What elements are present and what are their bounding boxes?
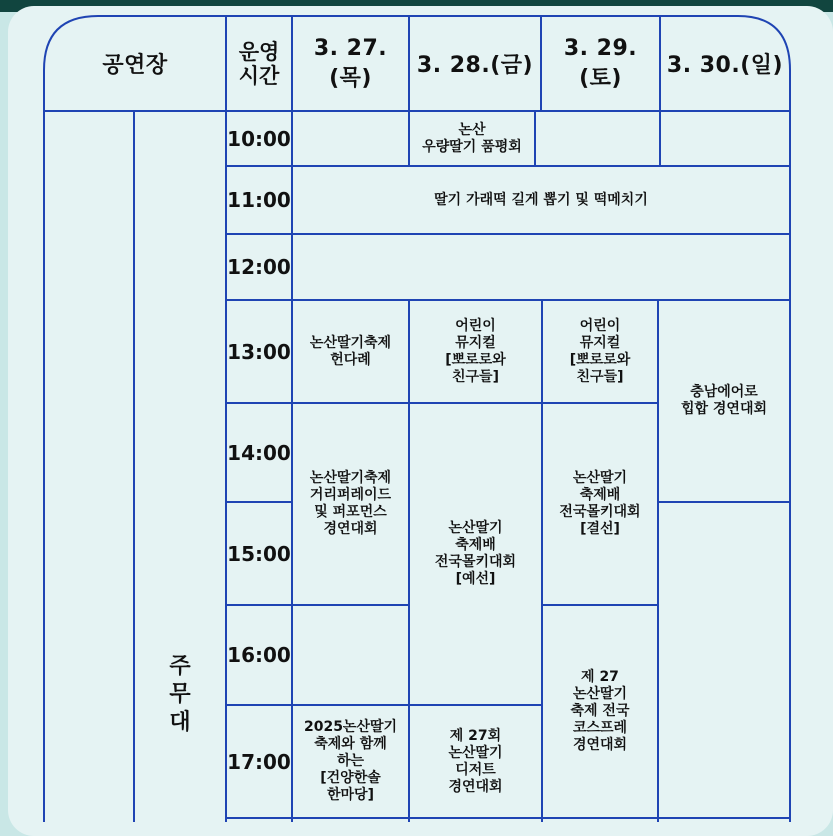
time-slot: 17:00 bbox=[227, 749, 291, 774]
time-slot: 15:00 bbox=[227, 541, 291, 566]
venue-header: 공연장 bbox=[102, 53, 168, 78]
event-kids-musical-fri: 어린이 뮤지컬 [뽀로로와 친구들] bbox=[445, 317, 506, 385]
time-header: 운영 시간 bbox=[238, 39, 280, 88]
venue-main-stage: 주 무 대 bbox=[169, 654, 191, 735]
time-slot: 12:00 bbox=[227, 255, 291, 279]
time-slot: 11:00 bbox=[227, 188, 291, 212]
event-rice-cake: 딸기 가래떡 길게 뽑기 및 떡메치기 bbox=[434, 191, 648, 208]
event-parade: 논산딸기축제 거리퍼레이드 및 퍼포먼스 경연대회 bbox=[309, 470, 392, 537]
date-header-0327: 3. 27.(목) bbox=[313, 35, 388, 91]
time-slot: 13:00 bbox=[227, 339, 291, 364]
event-kids-musical-sat: 어린이 뮤지컬 [뽀로로와 친구들] bbox=[569, 317, 631, 385]
event-strawberry-evaluation: 논산 우량딸기 품평회 bbox=[422, 121, 522, 155]
event-molki-final: 논산딸기 축제배 전국몰키대회 [결선] bbox=[559, 470, 641, 537]
event-cosplay: 제 27 논산딸기 축제 전국 코스프레 경연대회 bbox=[570, 669, 630, 753]
event-hiphop-contest: 충남에어로 힙합 경연대회 bbox=[680, 384, 768, 417]
event-dessert-contest: 제 27회 논산딸기 디저트 경연대회 bbox=[448, 727, 503, 795]
time-slot: 10:00 bbox=[227, 126, 291, 151]
time-slot: 14:00 bbox=[227, 440, 291, 465]
date-header-0328: 3. 28.(금) bbox=[416, 53, 534, 78]
date-header-0329: 3. 29.(토) bbox=[563, 35, 638, 91]
date-header-0330: 3. 30.(일) bbox=[666, 53, 784, 78]
event-hanmadang: 2025논산딸기 축제와 함께 하는 [건양한솔 한마당] bbox=[303, 719, 398, 803]
event-molki-prelim: 논산딸기 축제배 전국몰키대회 [예선] bbox=[434, 520, 517, 587]
time-slot: 16:00 bbox=[227, 643, 291, 667]
event-tea-ceremony: 논산딸기축제 헌다례 bbox=[309, 334, 392, 368]
